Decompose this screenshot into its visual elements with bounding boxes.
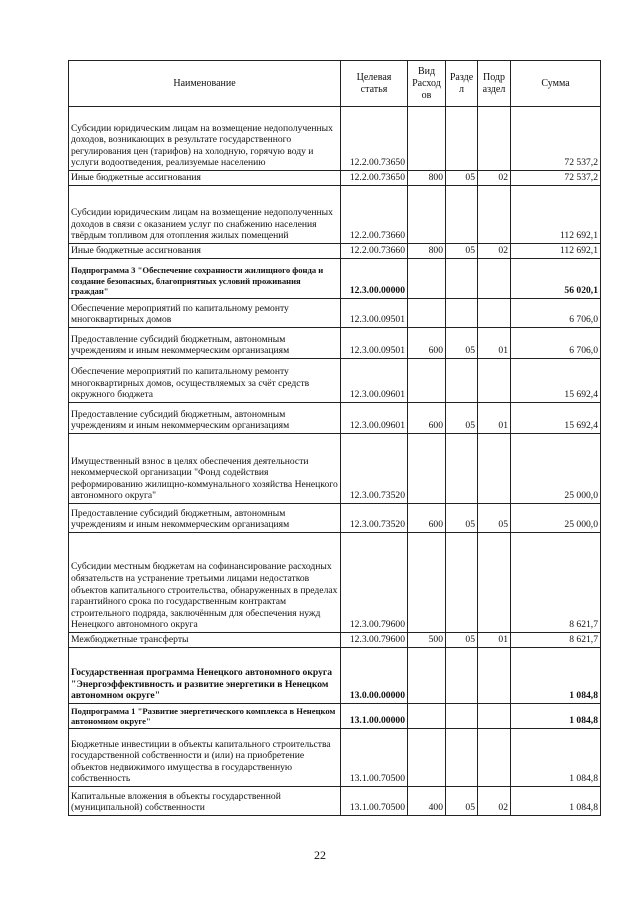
cell-section [446,704,478,729]
cell-expense-type [408,434,446,504]
cell-sum: 112 692,1 [511,244,601,259]
cell-article: 12.3.00.00000 [341,259,408,299]
cell-expense-type [408,729,446,787]
cell-article: 12.3.00.09601 [341,403,408,434]
cell-article: 12.3.00.73520 [341,434,408,504]
cell-article: 12.3.00.09601 [341,359,408,403]
table-row [69,259,601,299]
cell-article: 12.2.00.73660 [341,186,408,244]
cell-expense-type: 800 [408,171,446,186]
cell-sum: 1 084,8 [511,648,601,704]
cell-article: 12.3.00.09501 [341,328,408,359]
cell-name: Межбюджетные трансферты [69,633,341,648]
cell-sum: 6 706,0 [511,299,601,328]
cell-sum: 1 084,8 [511,704,601,729]
cell-section: 05 [446,504,478,533]
cell-section [446,107,478,171]
cell-section: 05 [446,244,478,259]
cell-subsection: 01 [478,633,511,648]
cell-name: Подпрограмма 3 "Обеспечение сохранности жилищного фонда и создание безопасных, благоприятных условий проживания граждан" [69,259,341,299]
cell-name: Субсидии юридическим лицам на возмещение недополученных доходов в связи с оказанием услуг по снабжению населения твёрдым топливом для отопления жилых помещений [69,186,341,244]
cell-expense-type: 600 [408,403,446,434]
table-row [69,244,601,259]
header-section: Разде л [446,61,478,107]
cell-expense-type [408,648,446,704]
cell-sum: 6 706,0 [511,328,601,359]
cell-subsection [478,299,511,328]
cell-name: Капитальные вложения в объекты государственной (муниципальной) собственности [69,787,341,816]
cell-sum: 1 084,8 [511,787,601,816]
budget-table [68,60,601,816]
cell-expense-type: 600 [408,328,446,359]
cell-expense-type [408,533,446,633]
cell-article: 12.3.00.79600 [341,633,408,648]
cell-name: Предоставление субсидий бюджетным, автономным учреждениям и иным некоммерческим организациям [69,403,341,434]
budget-table-container [68,60,600,816]
table-row [69,186,601,244]
cell-subsection [478,704,511,729]
cell-section [446,434,478,504]
cell-expense-type [408,704,446,729]
cell-sum: 56 020,1 [511,259,601,299]
table-row [69,434,601,504]
cell-subsection: 01 [478,403,511,434]
cell-section [446,186,478,244]
cell-article: 12.2.00.73660 [341,244,408,259]
cell-expense-type: 600 [408,504,446,533]
cell-name: Имущественный взнос в целях обеспечения деятельности некоммерческой организации "Фонд содействия реформированию жилищно-коммунального хозяйства Ненецкого автономного округа" [69,434,341,504]
cell-name: Обеспечение мероприятий по капитальному ремонту многоквартирных домов [69,299,341,328]
header-sum: Сумма [511,61,601,107]
cell-section [446,533,478,633]
table-row [69,633,601,648]
table-row [69,648,601,704]
cell-subsection [478,186,511,244]
cell-expense-type [408,259,446,299]
cell-article: 12.3.00.73520 [341,504,408,533]
cell-sum: 15 692,4 [511,359,601,403]
cell-sum: 1 084,8 [511,729,601,787]
cell-article: 13.1.00.70500 [341,729,408,787]
cell-name: Иные бюджетные ассигнования [69,244,341,259]
cell-sum: 25 000,0 [511,434,601,504]
cell-expense-type: 500 [408,633,446,648]
cell-subsection: 02 [478,171,511,186]
cell-section [446,259,478,299]
cell-expense-type: 400 [408,787,446,816]
cell-sum: 8 621,7 [511,633,601,648]
cell-sum: 25 000,0 [511,504,601,533]
cell-section: 05 [446,787,478,816]
cell-subsection [478,533,511,633]
cell-name: Государственная программа Ненецкого автономного округа "Энергоэффективность и развитие энергетики в Ненецком автономном округе" [69,648,341,704]
cell-name: Подпрограмма 1 "Развитие энергетического комплекса в Ненецком автономном округе" [69,704,341,729]
cell-subsection [478,729,511,787]
cell-section [446,729,478,787]
cell-sum: 72 537,2 [511,107,601,171]
cell-article: 13.0.00.00000 [341,648,408,704]
cell-subsection: 02 [478,787,511,816]
cell-name: Иные бюджетные ассигнования [69,171,341,186]
header-name: Наименование [69,61,341,107]
cell-section: 05 [446,171,478,186]
header-subsection: Подр аздел [478,61,511,107]
cell-expense-type [408,299,446,328]
cell-article: 13.1.00.70500 [341,787,408,816]
header-expense-type: Вид Расход ов [408,61,446,107]
cell-sum: 72 537,2 [511,171,601,186]
table-row [69,787,601,816]
cell-name: Субсидии местным бюджетам на софинансирование расходных обязательств на устранение третьими лицами недостатков объектов капитального строительства, обнаруженных в пределах гарантийного срока по государственным контрактам строительного подряда, заключённым для обеспечения нужд Ненецкого автономного округа [69,533,341,633]
cell-name: Предоставление субсидий бюджетным, автономным учреждениям и иным некоммерческим организациям [69,328,341,359]
cell-subsection [478,259,511,299]
cell-section [446,299,478,328]
cell-article: 13.1.00.00000 [341,704,408,729]
cell-name: Обеспечение мероприятий по капитальному ремонту многоквартирных домов, осуществляемых за счёт средств окружного бюджета [69,359,341,403]
table-row [69,328,601,359]
table-row [69,704,601,729]
cell-subsection [478,434,511,504]
table-row [69,299,601,328]
header-article: Целевая статья [341,61,408,107]
cell-subsection [478,107,511,171]
table-row [69,359,601,403]
table-row [69,504,601,533]
cell-sum: 8 621,7 [511,533,601,633]
cell-article: 12.2.00.73650 [341,171,408,186]
table-row [69,107,601,171]
table-row [69,403,601,434]
table-body [69,107,601,816]
cell-section: 05 [446,633,478,648]
cell-subsection: 02 [478,244,511,259]
table-row [69,729,601,787]
cell-expense-type: 800 [408,244,446,259]
cell-subsection [478,359,511,403]
cell-article: 12.3.00.79600 [341,533,408,633]
cell-article: 12.3.00.09501 [341,299,408,328]
cell-section [446,648,478,704]
table-header-row [69,61,601,107]
cell-section: 05 [446,328,478,359]
table-row [69,171,601,186]
cell-subsection: 01 [478,328,511,359]
cell-subsection: 05 [478,504,511,533]
cell-name: Предоставление субсидий бюджетным, автономным учреждениям и иным некоммерческим организациям [69,504,341,533]
page-number: 22 [314,848,326,862]
cell-section [446,359,478,403]
cell-expense-type [408,186,446,244]
table-row [69,533,601,633]
cell-sum: 15 692,4 [511,403,601,434]
cell-expense-type [408,107,446,171]
cell-sum: 112 692,1 [511,186,601,244]
cell-name: Субсидии юридическим лицам на возмещение недополученных доходов, возникающих в результате государственного регулирования цен (тарифов) на холодную, горячую воду и услуги водоотведения, реализуемые населению [69,107,341,171]
cell-section: 05 [446,403,478,434]
cell-name: Бюджетные инвестиции в объекты капитального строительства государственной собственности и (или) на приобретение объектов недвижимого имущества в государственную собственность [69,729,341,787]
cell-expense-type [408,359,446,403]
cell-article: 12.2.00.73650 [341,107,408,171]
cell-subsection [478,648,511,704]
